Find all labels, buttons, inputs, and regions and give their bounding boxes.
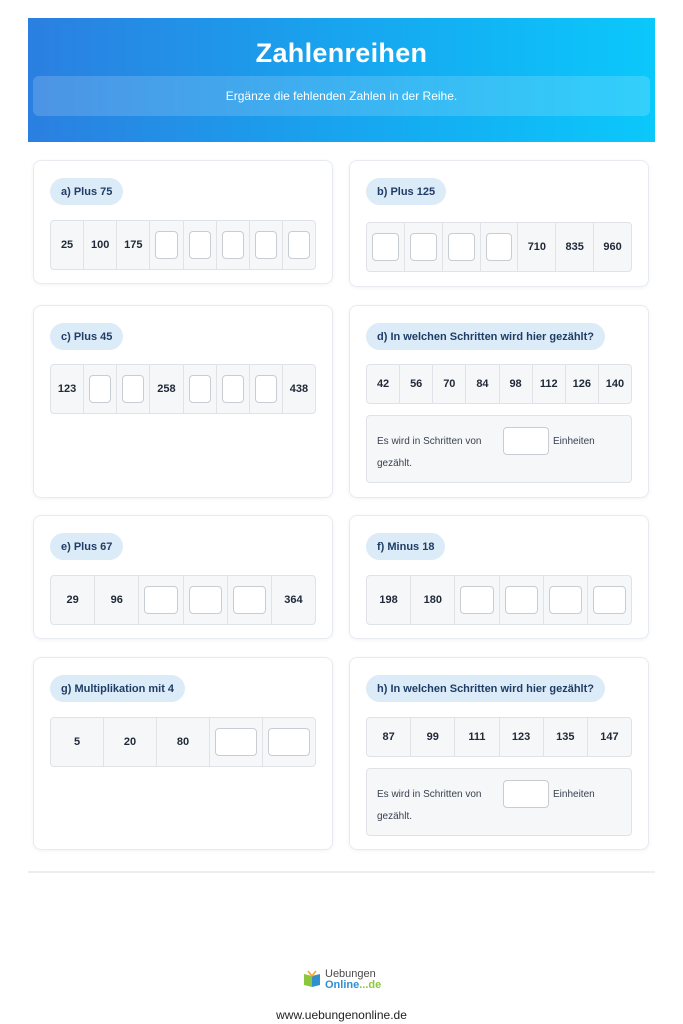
task-label: b) Plus 125: [366, 178, 446, 205]
footer-url[interactable]: www.uebungenonline.de: [276, 1008, 407, 1022]
task-card-b: [349, 160, 649, 287]
answer-input[interactable]: [460, 586, 493, 614]
sequence-blank-cell: [217, 365, 250, 413]
sequence-number: 960: [603, 241, 622, 253]
answer-input[interactable]: [255, 375, 277, 403]
sequence-number: 438: [289, 383, 309, 395]
sequence-number: 111: [455, 718, 499, 756]
number-sequence: [50, 364, 316, 414]
sequence-number: 135: [544, 718, 588, 756]
sequence-blank-cell: [481, 223, 519, 271]
sequence-number: 29: [51, 576, 95, 624]
answer-input[interactable]: [503, 427, 549, 455]
answer-input[interactable]: [222, 375, 244, 403]
sequence-blank-cell: [184, 221, 217, 269]
task-card-f: [349, 515, 649, 639]
task-card-g: [33, 657, 333, 850]
answer-input[interactable]: [122, 375, 144, 403]
number-sequence: [366, 717, 632, 757]
number-sequence: [50, 220, 316, 270]
answer-input[interactable]: [233, 586, 266, 614]
instruction-text: Ergänze die fehlenden Zahlen in der Reihe.: [225, 89, 458, 103]
sequence-number: 80: [157, 718, 210, 766]
number-sequence: [366, 222, 632, 272]
sequence-number: 20: [104, 718, 157, 766]
sequence-blank-cell: [263, 718, 315, 766]
sequence-blank-cell: [84, 365, 117, 413]
answer-box: [366, 415, 632, 483]
answer-input[interactable]: [593, 586, 626, 614]
sequence-blank-cell: [588, 576, 631, 624]
sequence-blank-cell: [150, 221, 183, 269]
sequence-blank-cell: [184, 365, 217, 413]
answer-input[interactable]: [189, 231, 211, 259]
instruction-banner: [33, 76, 650, 116]
task-label: g) Multiplikation mit 4: [50, 675, 185, 702]
sequence-blank-cell: [443, 223, 481, 271]
number-sequence: [366, 364, 632, 404]
logo-text-bottom: [325, 979, 381, 991]
sequence-number: 364: [284, 594, 303, 606]
sequence-number: 100: [84, 221, 117, 269]
sequence-number: 198: [367, 576, 411, 624]
sequence-number: 25: [51, 221, 84, 269]
sequence-blank-cell: [455, 576, 499, 624]
sequence-number: 140: [605, 378, 625, 390]
sequence-number: 175: [117, 221, 150, 269]
task-label: c) Plus 45: [50, 323, 123, 350]
site-logo: [303, 968, 383, 994]
sequence-blank-cell: [283, 221, 315, 269]
answer-box: [366, 768, 632, 836]
task-card-d: [349, 305, 649, 498]
task-card-e: [33, 515, 333, 639]
task-card-h: [349, 657, 649, 850]
answer-input[interactable]: [410, 233, 437, 261]
sequence-number: 180: [411, 576, 455, 624]
sequence-number: 258: [150, 365, 183, 413]
logo-text-main: Online: [325, 979, 360, 991]
sequence-number: 5: [51, 718, 104, 766]
number-sequence: [50, 575, 316, 625]
answer-input[interactable]: [505, 586, 538, 614]
sequence-number: 123: [51, 365, 84, 413]
number-sequence: [366, 575, 632, 625]
task-label: a) Plus 75: [50, 178, 123, 205]
sequence-number: 42: [367, 365, 400, 403]
sequence-blank-cell: [210, 718, 263, 766]
sequence-number: 126: [566, 365, 599, 403]
sequence-number: 123: [500, 718, 544, 756]
answer-input[interactable]: [372, 233, 399, 261]
sequence-blank-cell: [500, 576, 544, 624]
answer-suffix: Einheiten: [553, 789, 595, 800]
sequence-number: 56: [400, 365, 433, 403]
sequence-blank-cell: [184, 576, 228, 624]
sequence-blank-cell: [367, 223, 405, 271]
answer-input[interactable]: [189, 586, 222, 614]
answer-input[interactable]: [288, 231, 310, 259]
page-header: [28, 18, 655, 142]
answer-input[interactable]: [486, 233, 513, 261]
sequence-number: 835: [556, 223, 594, 271]
sequence-number: 147: [600, 731, 619, 743]
answer-input[interactable]: [268, 728, 310, 756]
sequence-number: 84: [466, 365, 499, 403]
task-label: h) In welchen Schritten wird hier gezählt?: [366, 675, 605, 702]
sequence-blank-cell: [139, 576, 183, 624]
sequence-blank-cell: [405, 223, 443, 271]
answer-prefix: Es wird in Schritten von: [377, 789, 482, 800]
answer-line2: gezählt.: [377, 811, 413, 822]
sequence-number: 99: [411, 718, 455, 756]
answer-input[interactable]: [222, 231, 244, 259]
sequence-blank-cell: [228, 576, 272, 624]
sequence-blank-cell: [217, 221, 250, 269]
task-label: e) Plus 67: [50, 533, 123, 560]
logo-text-top: Uebungen: [325, 968, 376, 980]
answer-suffix: Einheiten: [553, 436, 595, 447]
answer-prefix: Es wird in Schritten von: [377, 436, 482, 447]
task-label: f) Minus 18: [366, 533, 445, 560]
answer-input[interactable]: [503, 780, 549, 808]
sequence-number: 96: [95, 576, 139, 624]
answer-input[interactable]: [189, 375, 211, 403]
answer-input[interactable]: [215, 728, 257, 756]
answer-input[interactable]: [549, 586, 582, 614]
footer-divider: [28, 871, 655, 873]
answer-line2: gezählt.: [377, 458, 413, 469]
answer-input[interactable]: [255, 231, 277, 259]
sequence-number: 87: [367, 718, 411, 756]
page-title: Zahlenreihen: [255, 38, 428, 68]
sequence-blank-cell: [250, 365, 283, 413]
answer-input[interactable]: [89, 375, 111, 403]
answer-input[interactable]: [144, 586, 177, 614]
sequence-number: 112: [533, 365, 566, 403]
answer-input[interactable]: [155, 231, 177, 259]
task-card-a: [33, 160, 333, 284]
logo-text-suffix: ...de: [359, 979, 382, 991]
sequence-number: 98: [500, 365, 533, 403]
task-label: d) In welchen Schritten wird hier gezählt?: [366, 323, 605, 350]
book-logo-icon: [303, 970, 321, 988]
sequence-blank-cell: [544, 576, 588, 624]
sequence-number: 710: [518, 223, 556, 271]
sequence-number: 70: [433, 365, 466, 403]
number-sequence: [50, 717, 316, 767]
sequence-blank-cell: [250, 221, 283, 269]
sequence-blank-cell: [117, 365, 150, 413]
task-card-c: [33, 305, 333, 498]
answer-input[interactable]: [448, 233, 475, 261]
